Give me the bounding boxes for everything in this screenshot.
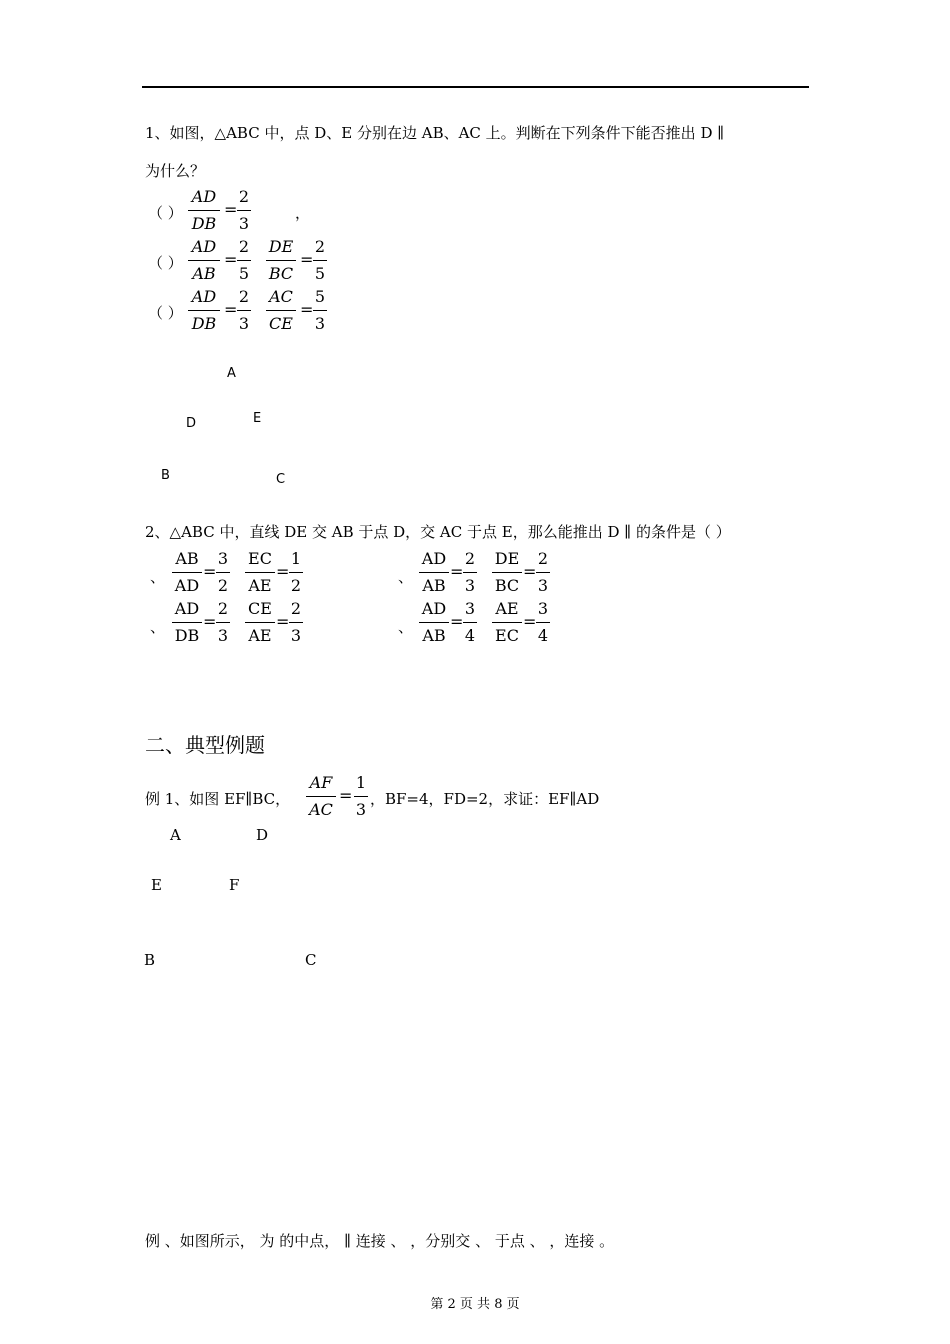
q2-o4-frac-d: $\frac{3}{4}$	[537, 599, 549, 645]
q1-paren-1: （ ）	[148, 204, 183, 222]
q1-c2-frac-d: $\frac{2}{5}$	[314, 237, 326, 283]
q1-fig-label-e: E	[253, 411, 262, 426]
q1-c2-frac-b: $\frac{2}{5}$	[238, 237, 250, 283]
q2-o4-frac-c: $\frac{AE}{EC}$	[492, 598, 522, 647]
q2-o4-frac-b: $\frac{3}{4}$	[464, 599, 476, 645]
q2-dun-1: 、	[150, 568, 166, 586]
q2-o1-frac-a: $\frac{AB}{AD}$	[172, 548, 202, 597]
equals-sign: =	[203, 562, 217, 581]
equals-sign: =	[224, 300, 238, 319]
q2-o2-frac-a: $\frac{AD}{AB}$	[419, 548, 449, 597]
q2-o2-frac-d: $\frac{2}{3}$	[537, 549, 549, 595]
ex1-suffix: ，BF=4，FD=2，求证：EF∥AD	[370, 790, 600, 808]
q1-c3-frac-d: $\frac{5}{3}$	[314, 287, 326, 333]
equals-sign: =	[276, 562, 290, 581]
ex1-fig-label-e: E	[151, 876, 162, 894]
q2-o3-frac-c: $\frac{CE}{AE}$	[245, 598, 275, 647]
ex1-fig-label-a: A	[170, 826, 181, 844]
q1-c3-frac-c: $\frac{AC}{CE}$	[266, 286, 296, 335]
equals-sign: =	[224, 250, 238, 269]
q1-c1-frac-b: $\frac{2}{3}$	[238, 187, 250, 233]
ex1-fig-label-b: B	[144, 951, 156, 969]
q1-paren-2: （ ）	[148, 254, 183, 272]
q1-fig-label-a: A	[227, 366, 236, 381]
q1-c3-frac-b: $\frac{2}{3}$	[238, 287, 250, 333]
q2-o3-frac-a: $\frac{AD}{DB}$	[172, 598, 202, 647]
q1-fig-label-c: C	[276, 472, 286, 487]
ex1-fig-label-d: D	[256, 826, 269, 844]
q1-fig-label-d: D	[186, 416, 197, 431]
q2-o1-frac-c: $\frac{EC}{AE}$	[245, 548, 275, 597]
ex1-frac-b: $\frac{1}{3}$	[355, 773, 367, 819]
q1-c1-frac-a: $\frac{AD}{DB}$	[188, 186, 220, 235]
q2-o3-frac-d: $\frac{2}{3}$	[290, 599, 302, 645]
equals-sign: =	[450, 562, 464, 581]
equals-sign: =	[523, 612, 537, 631]
q2-text: 2、△ABC 中，直线 DE 交 AB 于点 D，交 AC 于点 E，那么能推出 D ∥ 的条件是（ ）	[145, 523, 731, 541]
q1-fig-label-b: B	[161, 468, 170, 483]
q1-c3-frac-a: $\frac{AD}{DB}$	[188, 286, 220, 335]
q2-dun-3: 、	[150, 618, 166, 636]
equals-sign: =	[523, 562, 537, 581]
q1-paren-3: （ ）	[148, 304, 183, 322]
q2-o2-frac-c: $\frac{DE}{BC}$	[492, 548, 522, 597]
equals-sign: =	[224, 200, 238, 219]
page-footer: 第 2 页 共 8 页	[430, 1297, 520, 1312]
ex1-frac-a: $\frac{AF}{AC}$	[306, 772, 336, 821]
q2-o1-frac-d: $\frac{1}{2}$	[290, 549, 302, 595]
equals-sign: =	[203, 612, 217, 631]
equals-sign: =	[300, 250, 314, 269]
equals-sign: =	[300, 300, 314, 319]
q2-o2-frac-b: $\frac{2}{3}$	[464, 549, 476, 595]
header-rule	[142, 86, 809, 88]
q1-text-line1: 1、如图，△ABC 中，点 D、E 分别在边 AB、AC 上。判断在下列条件下能否推出 D ∥	[145, 124, 725, 142]
equals-sign: =	[276, 612, 290, 631]
ex2-text: 例 、如图所示， 为 的中点， ∥ 连接 、 ，分别交 、 于点 、 ，连接 。	[145, 1232, 615, 1250]
q2-o1-frac-b: $\frac{3}{2}$	[217, 549, 229, 595]
q2-dun-4: 、	[398, 618, 414, 636]
q2-o4-frac-a: $\frac{AD}{AB}$	[419, 598, 449, 647]
equals-sign: =	[450, 612, 464, 631]
q2-o3-frac-b: $\frac{2}{3}$	[217, 599, 229, 645]
q1-comma: ，	[295, 204, 311, 222]
section-heading: 二、典型例题	[145, 733, 265, 757]
q1-text-line2: 为什么？	[145, 162, 206, 180]
q1-c2-frac-a: $\frac{AD}{AB}$	[188, 236, 220, 285]
q1-c2-frac-c: $\frac{DE}{BC}$	[266, 236, 296, 285]
ex1-prefix: 例 1、如图 EF∥BC，	[145, 790, 291, 808]
ex1-fig-label-c: C	[305, 951, 317, 969]
equals-sign: =	[339, 786, 353, 805]
ex1-fig-label-f: F	[229, 876, 240, 894]
q2-dun-2: 、	[398, 568, 414, 586]
